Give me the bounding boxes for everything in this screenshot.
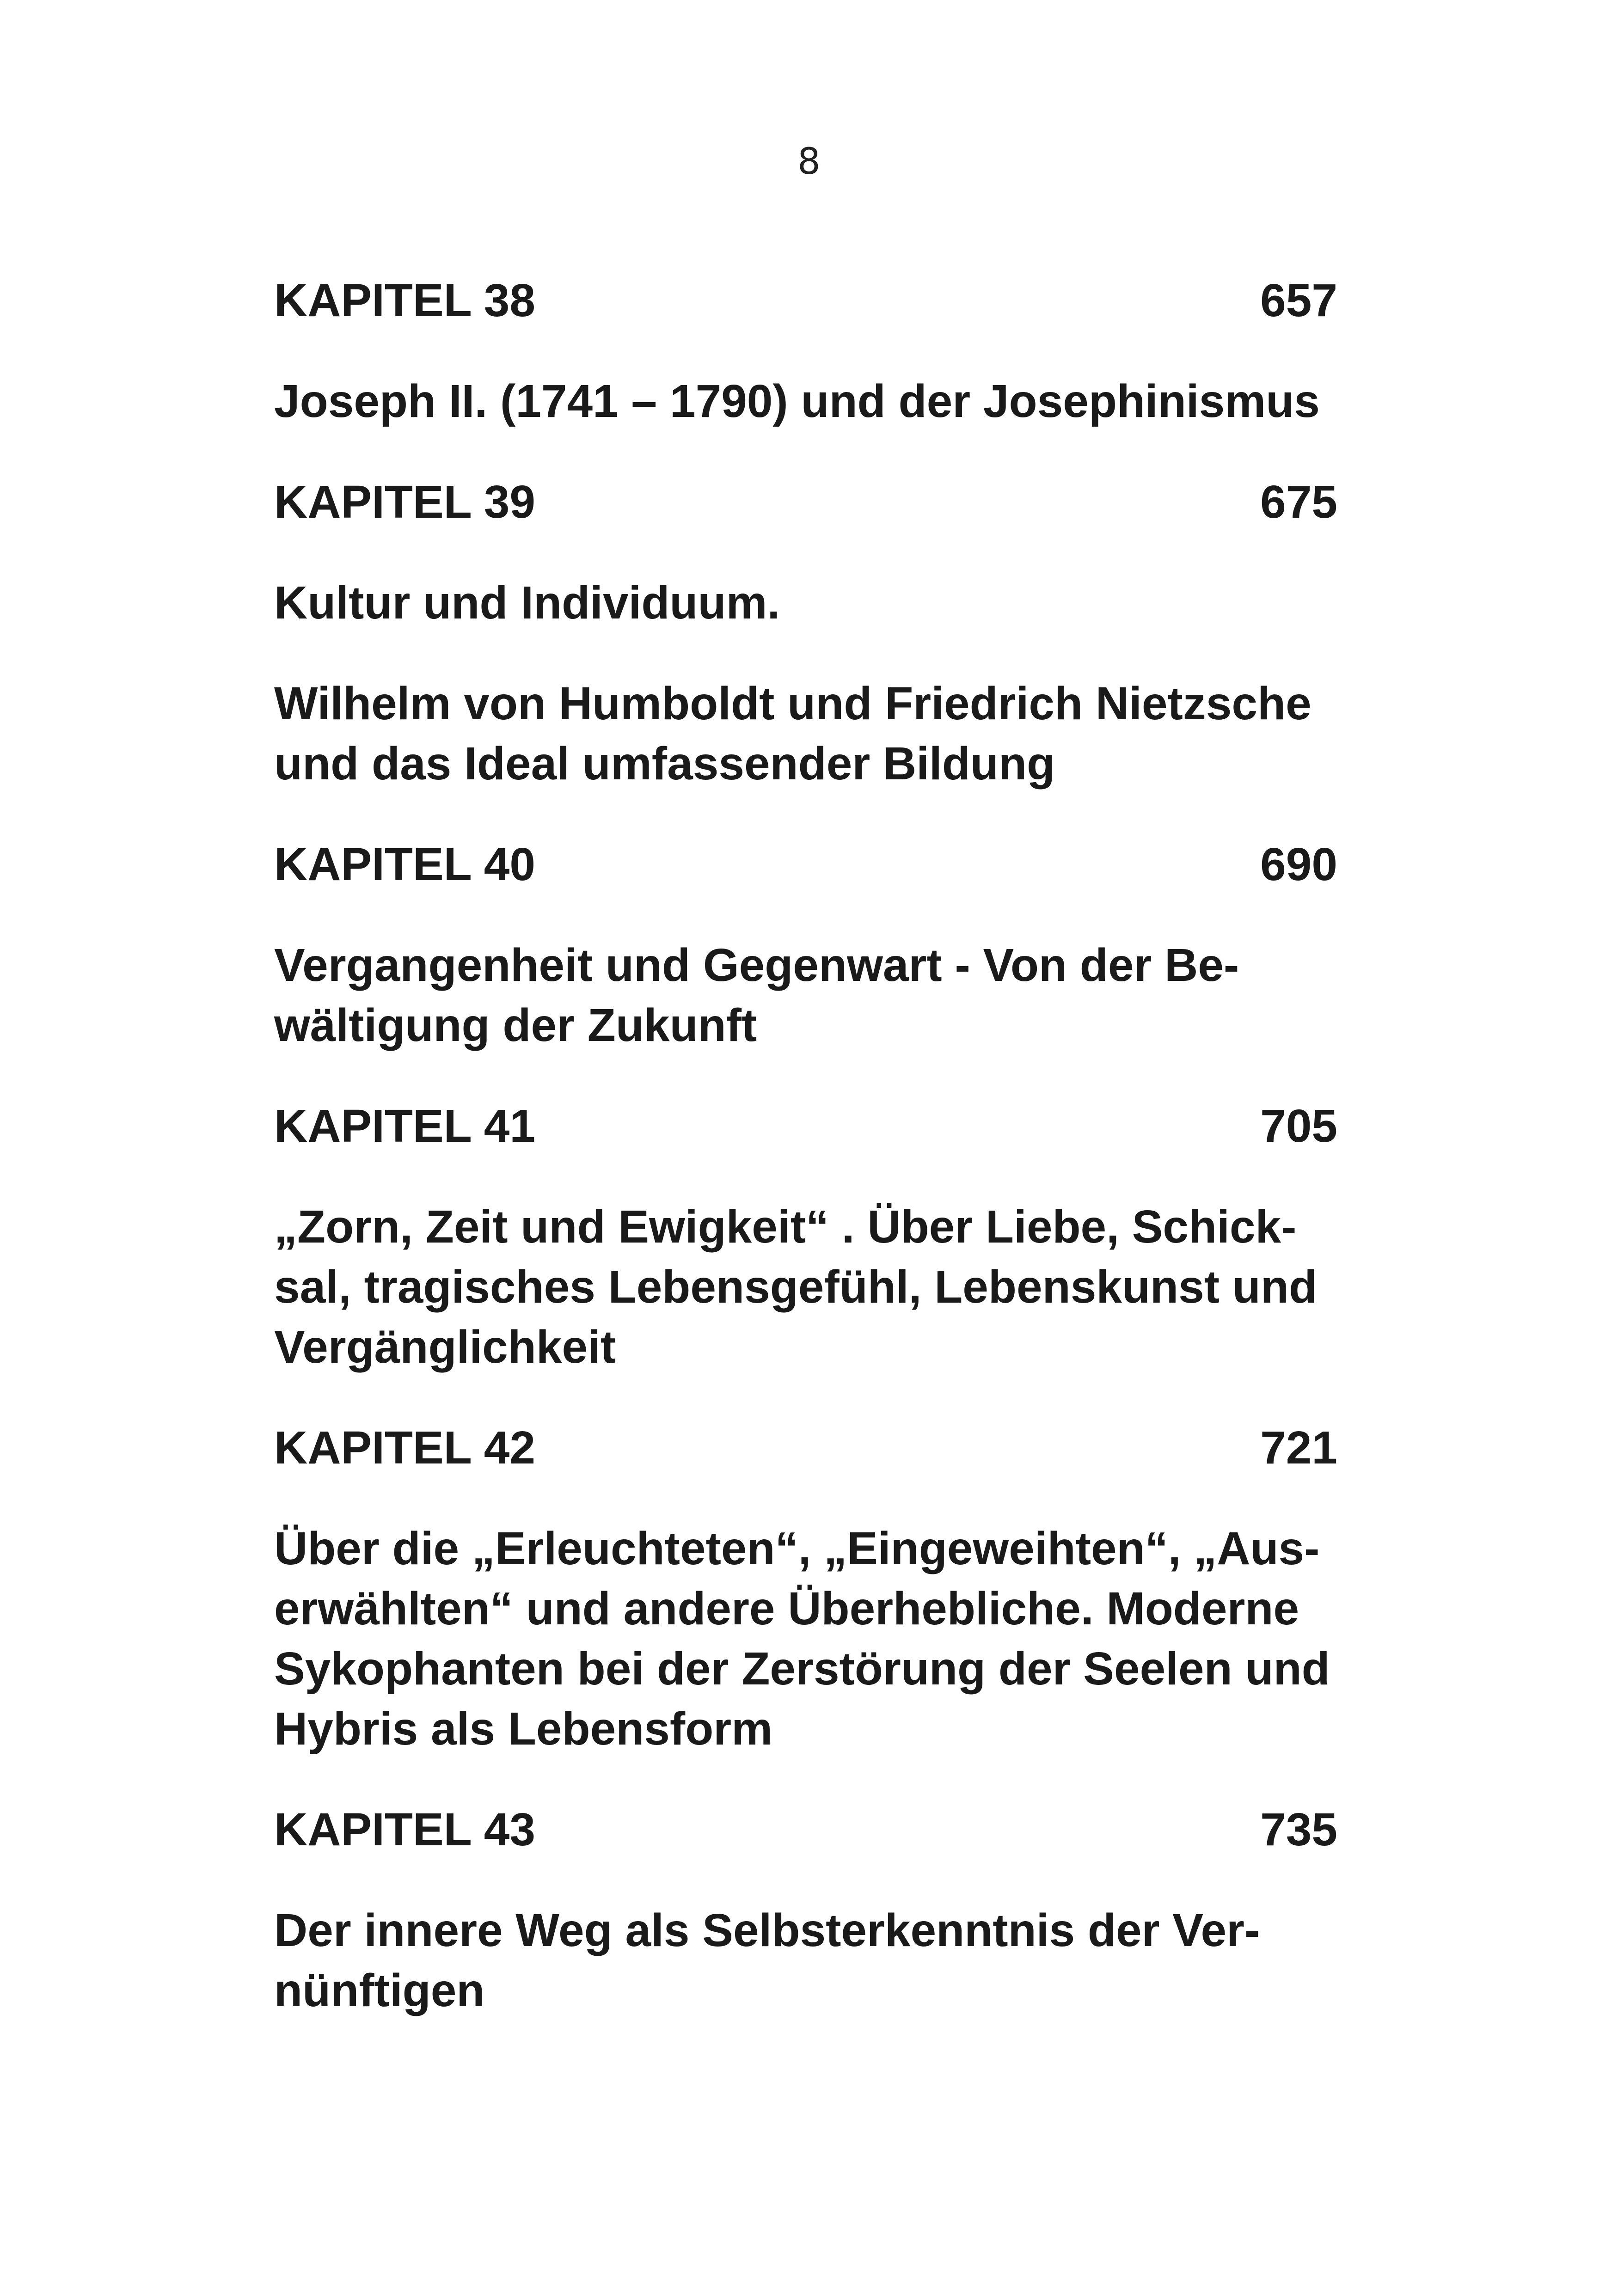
chapter-title: Kultur und Individuum. xyxy=(274,577,780,629)
chapter-subtitle: Wilhelm von Humboldt und Friedrich Nietzsche und das Ideal umfassender Bildung xyxy=(274,678,1312,790)
chapter-title: Vergangenheit und Gegenwart - Von der Be- wältigung der Zukunft xyxy=(274,939,1239,1051)
chapter-row-42 xyxy=(274,1418,1337,1478)
chapter-label: KAPITEL 41 xyxy=(274,1100,535,1152)
chapter-title: Der innere Weg als Selbsterkenntnis der Ver- nünftigen xyxy=(274,1904,1260,2016)
chapter-label: KAPITEL 40 xyxy=(274,839,535,890)
chapter-label: KAPITEL 39 xyxy=(274,476,535,528)
chapter-page-number: 690 xyxy=(1260,839,1337,890)
chapter-title: Über die „Erleuchteten“, „Eingeweihten“, „Aus- erwählten“ und andere Überhebliche. Moderne Sykophanten bei der Zerstörung der Seelen und Hybris als Lebensform xyxy=(274,1523,1330,1755)
chapter-label: KAPITEL 43 xyxy=(274,1804,535,1855)
chapter-page-number: 705 xyxy=(1260,1100,1337,1152)
chapter-row-40 xyxy=(274,834,1337,894)
chapter-label: KAPITEL 38 xyxy=(274,275,535,326)
chapter-row-39 xyxy=(274,472,1337,532)
chapter-page-number: 735 xyxy=(1260,1804,1337,1855)
chapter-page-number: 657 xyxy=(1260,275,1337,326)
chapter-title: „Zorn, Zeit und Ewigkeit“ . Über Liebe, Schick- sal, tragisches Lebensgefühl, Lebenskunst und Vergänglichkeit xyxy=(274,1201,1318,1373)
chapter-row-41 xyxy=(274,1096,1337,1156)
chapter-row-43 xyxy=(274,1800,1337,1860)
page-number: 8 xyxy=(797,141,821,183)
chapter-row-38 xyxy=(274,270,1337,331)
table-of-contents xyxy=(274,270,1337,2020)
chapter-page-number: 675 xyxy=(1260,476,1337,528)
chapter-title: Joseph II. (1741 – 1790) und der Josephinismus xyxy=(274,375,1320,427)
chapter-page-number: 721 xyxy=(1260,1422,1337,1474)
chapter-label: KAPITEL 42 xyxy=(274,1422,535,1474)
